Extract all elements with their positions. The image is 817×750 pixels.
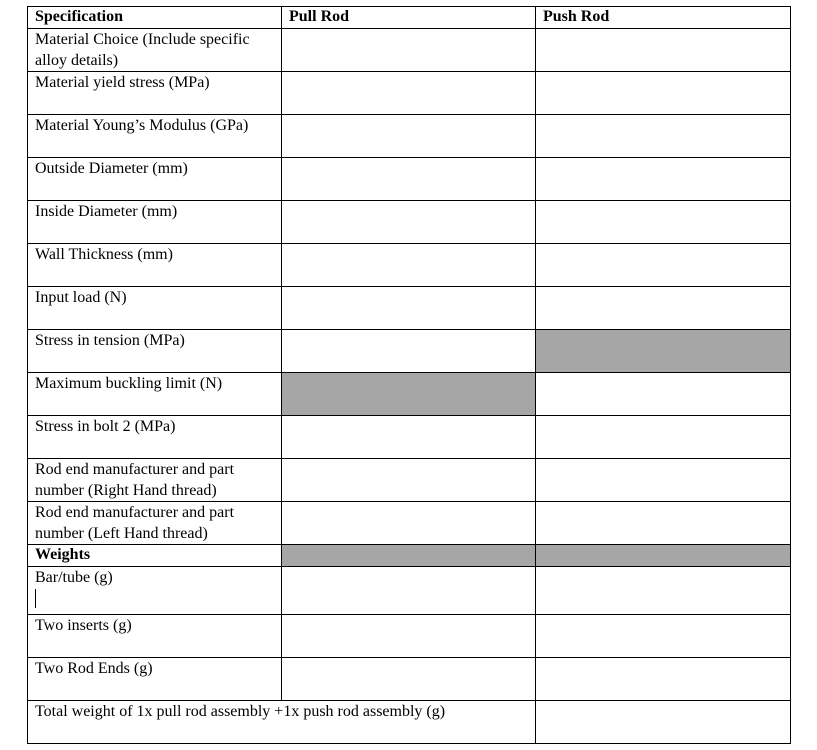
- table-row: [28, 158, 791, 201]
- row-label-outside-diameter: Outside Diameter (mm): [28, 158, 282, 201]
- row-label-yield-stress: Material yield stress (MPa): [28, 72, 282, 115]
- cell-push-bar-tube[interactable]: [536, 567, 791, 615]
- cell-pull-rod-end-left[interactable]: [282, 502, 536, 545]
- weights-header: Weights: [28, 545, 282, 567]
- specification-table: [27, 6, 791, 744]
- weights-header-row: [28, 545, 791, 567]
- cell-pull-rod-end-right[interactable]: [282, 459, 536, 502]
- row-label-bar-tube: [28, 567, 282, 615]
- table-row: [28, 416, 791, 459]
- cell-pull-two-rod-ends[interactable]: [282, 658, 536, 701]
- cell-push-buckling-limit[interactable]: [536, 373, 791, 416]
- cell-pull-bar-tube[interactable]: [282, 567, 536, 615]
- row-label-two-rod-ends: Two Rod Ends (g): [28, 658, 282, 701]
- row-label-stress-tension: Stress in tension (MPa): [28, 330, 282, 373]
- header-pull-rod: Pull Rod: [282, 7, 536, 29]
- row-label-two-inserts: Two inserts (g): [28, 615, 282, 658]
- row-label-stress-bolt: Stress in bolt 2 (MPa): [28, 416, 282, 459]
- cell-push-two-inserts[interactable]: [536, 615, 791, 658]
- cell-pull-stress-bolt[interactable]: [282, 416, 536, 459]
- row-label-inside-diameter: Inside Diameter (mm): [28, 201, 282, 244]
- cell-push-stress-tension-shaded: [536, 330, 791, 373]
- weights-push-shaded: [536, 545, 791, 567]
- cell-pull-stress-tension[interactable]: [282, 330, 536, 373]
- table-header-row: [28, 7, 791, 29]
- header-push-rod: Push Rod: [536, 7, 791, 29]
- cell-push-youngs-modulus[interactable]: [536, 115, 791, 158]
- table-row: [28, 115, 791, 158]
- cell-pull-wall-thickness[interactable]: [282, 244, 536, 287]
- table-row: [28, 502, 791, 545]
- row-label-youngs-modulus: Material Young’s Modulus (GPa): [28, 115, 282, 158]
- cell-push-rod-end-right[interactable]: [536, 459, 791, 502]
- table-row: [28, 244, 791, 287]
- weights-pull-shaded: [282, 545, 536, 567]
- table-row: [28, 330, 791, 373]
- table-row: [28, 287, 791, 330]
- cell-push-rod-end-left[interactable]: [536, 502, 791, 545]
- table-row: [28, 201, 791, 244]
- cell-pull-material-choice[interactable]: [282, 29, 536, 72]
- cell-push-stress-bolt[interactable]: [536, 416, 791, 459]
- header-specification: Specification: [28, 7, 282, 29]
- text-cursor: [35, 589, 36, 608]
- table-row: [28, 72, 791, 115]
- cell-push-yield-stress[interactable]: [536, 72, 791, 115]
- row-label-rod-end-right: Rod end manufacturer and part number (Right Hand thread): [28, 459, 282, 502]
- cell-pull-outside-diameter[interactable]: [282, 158, 536, 201]
- cell-push-inside-diameter[interactable]: [536, 201, 791, 244]
- cell-pull-buckling-limit-shaded: [282, 373, 536, 416]
- table-row: [28, 701, 791, 744]
- row-label-total-weight: Total weight of 1x pull rod assembly +1x push rod assembly (g): [28, 701, 536, 744]
- cell-pull-two-inserts[interactable]: [282, 615, 536, 658]
- row-label-material-choice: Material Choice (Include specific alloy details): [28, 29, 282, 72]
- cell-pull-yield-stress[interactable]: [282, 72, 536, 115]
- table-row: [28, 658, 791, 701]
- table-row: [28, 373, 791, 416]
- cell-push-input-load[interactable]: [536, 287, 791, 330]
- cell-pull-inside-diameter[interactable]: [282, 201, 536, 244]
- cell-push-two-rod-ends[interactable]: [536, 658, 791, 701]
- cell-pull-input-load[interactable]: [282, 287, 536, 330]
- cell-total-weight[interactable]: [536, 701, 791, 744]
- table-row: [28, 567, 791, 615]
- cell-pull-youngs-modulus[interactable]: [282, 115, 536, 158]
- table-row: [28, 29, 791, 72]
- cell-push-wall-thickness[interactable]: [536, 244, 791, 287]
- bar-tube-label: Bar/tube (g): [35, 569, 113, 586]
- table-row: [28, 615, 791, 658]
- cell-push-outside-diameter[interactable]: [536, 158, 791, 201]
- table-row: [28, 459, 791, 502]
- row-label-input-load: Input load (N): [28, 287, 282, 330]
- cell-push-material-choice[interactable]: [536, 29, 791, 72]
- row-label-buckling-limit: Maximum buckling limit (N): [28, 373, 282, 416]
- row-label-wall-thickness: Wall Thickness (mm): [28, 244, 282, 287]
- row-label-rod-end-left: Rod end manufacturer and part number (Left Hand thread): [28, 502, 282, 545]
